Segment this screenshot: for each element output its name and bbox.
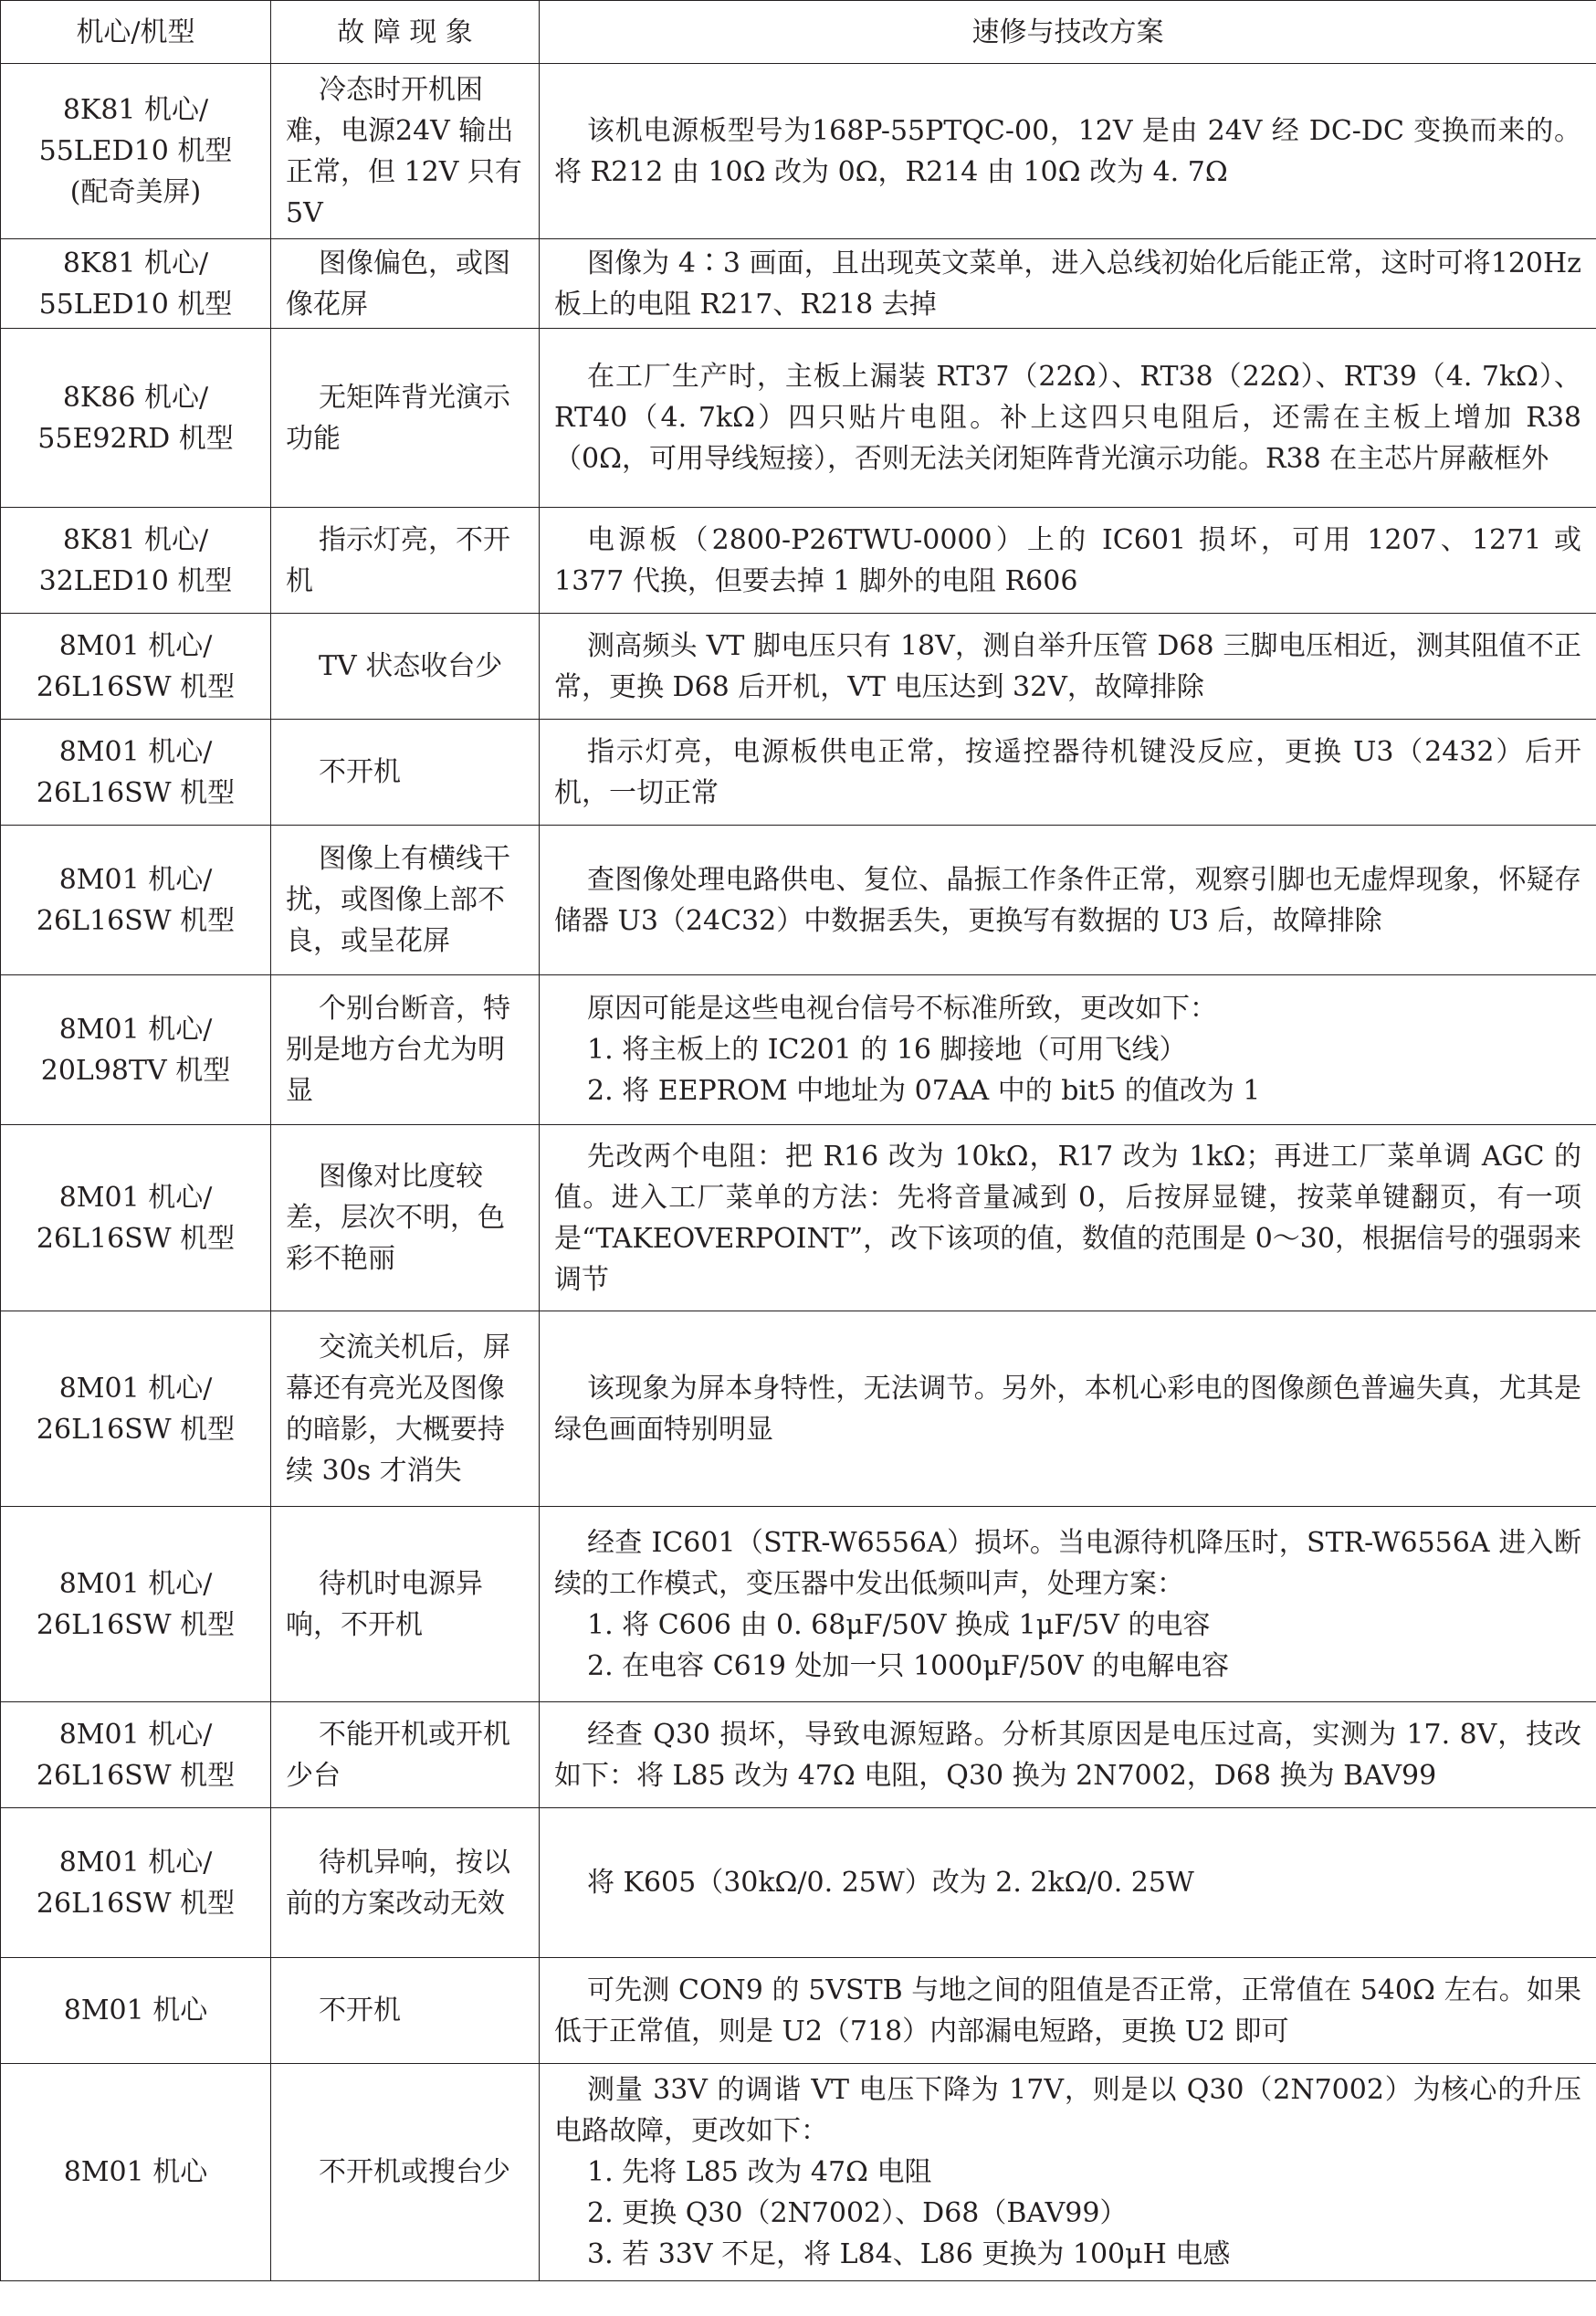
header-fault: 故 障 现 象 [271,1,540,64]
cell-model [1,1125,271,1311]
cell-fault [271,975,540,1125]
model-line: 26L16SW 机型 [36,1759,236,1792]
model-line: 55LED10 机型 [38,135,233,167]
model-line: (配奇美屏) [69,176,202,208]
cell-fix [540,64,1596,239]
fault-text: 图像偏色，或图像花屏 [286,247,510,321]
header-model: 机心/机型 [1,1,271,64]
model-line: 8M01 机心/ [58,1846,213,1879]
table-row [1,64,1596,239]
cell-fault [271,614,540,720]
cell-fault [271,1311,540,1507]
cell-fix [540,614,1596,720]
fault-text: 不能开机或开机少台 [286,1718,510,1792]
model-line: 20L98TV 机型 [40,1054,231,1087]
cell-fault [271,1958,540,2064]
model-line: 26L16SW 机型 [36,1887,236,1920]
fix-text: 原因可能是这些电视台信号不标准所致，更改如下： [587,993,1217,1025]
cell-fault [271,329,540,508]
cell-model [1,614,271,720]
cell-fault [271,826,540,975]
model-line: 26L16SW 机型 [36,776,236,809]
model-line: 8M01 机心/ [58,1013,213,1046]
cell-fix [540,508,1596,614]
cell-fix [540,1808,1596,1958]
cell-model [1,1808,271,1958]
fault-text: 个别台断音，特别是地方台尤为明显 [286,993,510,1107]
cell-fault [271,64,540,239]
model-line: 8M01 机心 [63,2156,208,2188]
table-row [1,239,1596,329]
fault-text: 待机时电源异响，不开机 [286,1567,483,1641]
fault-text: 指示灯亮，不开机 [286,523,510,597]
fix-text: 查图像处理电路供电、复位、晶振工作条件正常，观察引脚也无虚焊现象，怀疑存储器 U3（24C32）中数据丢失，更换写有数据的 U3 后，故障排除 [554,863,1581,937]
table-row [1,614,1596,720]
model-line: 8K86 机心/ [62,381,209,414]
table-row [1,2064,1596,2281]
model-line: 26L16SW 机型 [36,904,236,937]
cell-model [1,1507,271,1702]
fault-text: 图像对比度较差，层次不明，色彩不艳丽 [286,1161,505,1275]
fix-text: 在工厂生产时，主板上漏装 RT37（22Ω）、RT38（22Ω）、RT39（4. 7kΩ）、RT40（4. 7kΩ）四只贴片电阻。补上这四只电阻后，还需在主板上增加 R38（0Ω，可用导线短接），否则无法关闭矩阵背光演示功能。R38 在主芯片屏蔽框外 [554,361,1581,475]
fix-text: 测量 33V 的调谐 VT 电压下降为 17V，则是以 Q30（2N7002）为核心的升压电路故障，更改如下： [554,2074,1581,2147]
fault-text: 冷态时开机困难，电源24V 输出正常，但 12V 只有5V [286,73,522,229]
fix-step: 2. 在电容 C619 处加一只 1000μF/50V 的电解电容 [587,1649,1230,1682]
model-line: 8M01 机心/ [58,1372,213,1405]
fix-step: 1. 将 C606 由 0. 68μF/50V 换成 1μF/5V 的电容 [587,1608,1211,1641]
table-row [1,1311,1596,1507]
cell-fix [540,975,1596,1125]
model-line: 8M01 机心 [63,1995,208,2026]
model-line: 26L16SW 机型 [36,1608,236,1641]
fault-text: 不开机 [319,1995,401,2026]
fault-text: 待机异响，按以前的方案改动无效 [286,1846,510,1920]
table-row [1,1958,1596,2064]
model-line: 8M01 机心/ [58,1567,213,1600]
model-line: 55E92RD 机型 [37,422,234,455]
table-row [1,1702,1596,1808]
cell-fix [540,1702,1596,1808]
header-row [1,1,1596,64]
fix-text: 测高频头 VT 脚电压只有 18V，测自举升压管 D68 三脚电压相近，测其阻值不正常，更换 D68 后开机，VT 电压达到 32V，故障排除 [554,629,1581,703]
fix-step: 3. 若 33V 不足，将 L84、L86 更换为 100μH 电感 [587,2238,1231,2270]
model-line: 8M01 机心/ [58,1181,213,1214]
table-row [1,720,1596,826]
cell-fix [540,2064,1596,2281]
fault-text: 交流关机后，屏幕还有亮光及图像的暗影，大概要持续 30s 才消失 [286,1331,510,1487]
fix-step: 2. 将 EEPROM 中地址为 07AA 中的 bit5 的值改为 1 [587,1075,1261,1107]
table-row [1,1507,1596,1702]
cell-fix [540,1311,1596,1507]
cell-model [1,508,271,614]
cell-model [1,329,271,508]
cell-fix [540,720,1596,826]
table-body [1,64,1596,2281]
model-line: 8M01 机心/ [58,629,213,662]
cell-fault [271,1125,540,1311]
cell-fault [271,1507,540,1702]
cell-model [1,1958,271,2064]
fix-text: 该现象为屏本身特性，无法调节。另外，本机心彩电的图像颜色普遍失真，尤其是绿色画面特别明显 [554,1372,1581,1446]
fix-text: 先改两个电阻：把 R16 改为 10kΩ，R17 改为 1kΩ；再进工厂菜单调 AGC 的值。进入工厂菜单的方法：先将音量减到 0，后按屏显键，按菜单键翻页，有一项是“TAKEOVERPOINT”，改下该项的值，数值的范围是 0～30，根据信号的强弱来调节 [554,1140,1581,1296]
model-line: 32LED10 机型 [38,564,233,597]
fix-step: 2. 更换 Q30（2N7002）、D68（BAV99） [587,2197,1128,2229]
fix-text: 将 K605（30kΩ/0. 25W）改为 2. 2kΩ/0. 25W [587,1867,1194,1899]
cell-fix [540,1507,1596,1702]
cell-model [1,239,271,329]
model-line: 8M01 机心/ [58,1718,213,1751]
fix-text: 电源板（2800-P26TWU-0000）上的 IC601 损坏，可用 1207、1271 或 1377 代换，但要去掉 1 脚外的电阻 R606 [554,523,1581,597]
model-line: 8K81 机心/ [62,247,209,279]
table-row [1,1125,1596,1311]
fix-step: 1. 先将 L85 改为 47Ω 电阻 [587,2156,932,2188]
cell-fault [271,720,540,826]
cell-model [1,1311,271,1507]
cell-fault [271,1702,540,1808]
header-fix: 速修与技改方案 [540,1,1596,64]
fault-text: TV 状态收台少 [319,650,503,682]
fix-text: 经查 Q30 损坏，导致电源短路。分析其原因是电压过高，实测为 17. 8V，技改如下：将 L85 改为 47Ω 电阻，Q30 换为 2N7002，D68 换为 BAV99 [554,1718,1581,1792]
table-row [1,826,1596,975]
fix-text: 图像为 4∶3 画面，且出现英文菜单，进入总线初始化后能正常，这时可将120Hz 板上的电阻 R217、R218 去掉 [554,247,1581,321]
cell-fault [271,508,540,614]
model-line: 8M01 机心/ [58,735,213,768]
cell-model [1,1702,271,1808]
cell-fault [271,2064,540,2281]
table-row [1,975,1596,1125]
cell-fix [540,1958,1596,2064]
cell-fault [271,239,540,329]
model-line: 8M01 机心/ [58,863,213,896]
fault-text: 图像上有横线干扰，或图像上部不良，或呈花屏 [286,843,510,957]
cell-model [1,2064,271,2281]
cell-fix [540,239,1596,329]
fault-text: 无矩阵背光演示功能 [286,381,510,455]
fix-text: 可先测 CON9 的 5VSTB 与地之间的阻值是否正常，正常值在 540Ω 左右。如果低于正常值，则是 U2（718）内部漏电短路，更换 U2 即可 [554,1974,1581,2048]
table-row [1,329,1596,508]
model-line: 26L16SW 机型 [36,670,236,703]
fault-text: 不开机或搜台少 [319,2156,510,2188]
cell-fault [271,1808,540,1958]
table-row [1,1808,1596,1958]
table-row [1,508,1596,614]
table-header [1,1,1596,64]
cell-fix [540,826,1596,975]
model-line: 8K81 机心/ [62,523,209,556]
fix-text: 经查 IC601（STR-W6556A）损坏。当电源待机降压时，STR-W6556A 进入断续的工作模式，变压器中发出低频叫声，处理方案： [554,1526,1581,1600]
cell-fix [540,329,1596,508]
fix-text: 指示灯亮，电源板供电正常，按遥控器待机键没反应，更换 U3（2432）后开机，一切正常 [554,735,1581,809]
fault-text: 不开机 [319,756,401,788]
model-line: 8K81 机心/ [62,94,209,126]
cell-model [1,720,271,826]
model-line: 55LED10 机型 [38,288,233,321]
cell-model [1,826,271,975]
cell-model [1,975,271,1125]
model-line: 26L16SW 机型 [36,1413,236,1446]
fix-text: 该机电源板型号为168P-55PTQC-00，12V 是由 24V 经 DC-DC 变换而来的。将 R212 由 10Ω 改为 0Ω，R214 由 10Ω 改为 4. 7Ω [554,114,1581,188]
cell-model [1,64,271,239]
model-line: 26L16SW 机型 [36,1222,236,1255]
fix-step: 1. 将主板上的 IC201 的 16 脚接地（可用飞线） [587,1034,1187,1066]
cell-fix [540,1125,1596,1311]
